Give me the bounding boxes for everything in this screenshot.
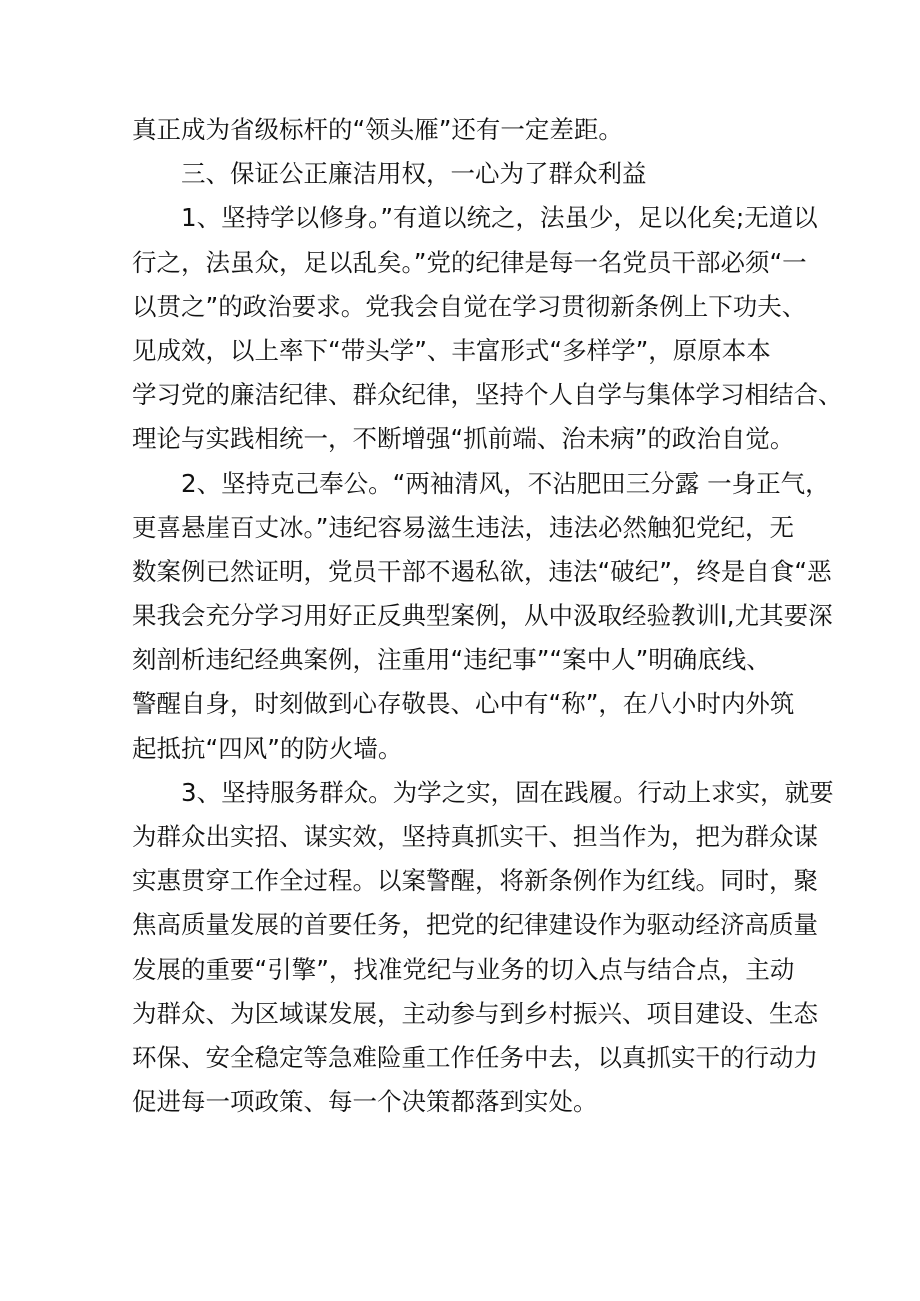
text-line: 环保、安全稳定等急难险重工作任务中去，以真抓实干的行动力 (132, 1042, 818, 1072)
text-line: 警醒自身，时刻做到心存敬畏、心中有“称”，在八小时内外筑 (132, 689, 795, 719)
text-line: 数案例已然证明，党员干部不遏私欲，违法“破纪”，终是自食“恶 (132, 556, 832, 586)
text-line: 发展的重要“引擎”，找准党纪与业务的切入点与结合点，主动 (132, 954, 795, 984)
text-line: 1、坚持学以修身。”有道以统之，法虽少，足以化矣;无道以 (181, 203, 818, 233)
text-line: 三、保证公正廉洁用权，一心为了群众利益 (181, 159, 647, 189)
text-line: 刻剖析违纪经典案例，注重用“违纪事”“案中人”明确底线、 (132, 645, 771, 675)
text-line: 3、坚持服务群众。为学之实，固在践履。行动上求实，就要 (181, 777, 834, 807)
text-line: 更喜悬崖百丈冰。”违纪容易滋生违法，违法必然触犯党纪，无 (132, 512, 794, 542)
text-line: 为群众出实招、谋实效，坚持真抓实干、担当作为，把为群众谋 (132, 822, 818, 851)
text-line: 实惠贯穿工作全过程。以案警醒，将新条例作为红线。同时，聚 (132, 866, 818, 896)
text-line: 2、坚持克己奉公。“两袖清风，不沾肥田三分露 一身正气， (181, 468, 830, 498)
text-line: 学习党的廉洁纪律、群众纪律，坚持个人自学与集体学习相结合、 (132, 380, 843, 410)
text-line: 真正成为省级标杆的“领头雁”还有一定差距。 (132, 115, 623, 144)
text-line: 行之，法虽众，足以乱矣。”党的纪律是每一名党员干部必须“一 (132, 247, 807, 277)
text-line: 理论与实践相统一，不断增强“抓前端、治未病”的政治自觉。 (132, 424, 795, 454)
document-body (132, 108, 843, 1124)
text-line: 见成效，以上率下“带头学”、丰富形式“多样学”，原原本本 (132, 335, 771, 365)
text-line: 果我会充分学习用好正反典型案例，从中汲取经验教训l,尤其要深 (132, 601, 833, 631)
text-line: 促进每一项政策、每一个决策都落到实处。 (132, 1087, 598, 1117)
text-line: 焦高质量发展的首要任务，把党的纪律建设作为驱动经济高质量 (132, 910, 818, 940)
text-line: 以贯之”的政治要求。党我会自觉在学习贯彻新条例上下功夫、 (132, 291, 807, 321)
text-line: 起抵抗“四风”的防火墙。 (132, 733, 403, 763)
text-line: 为群众、为区域谋发展，主动参与到乡村振兴、项目建设、生态 (132, 998, 818, 1028)
